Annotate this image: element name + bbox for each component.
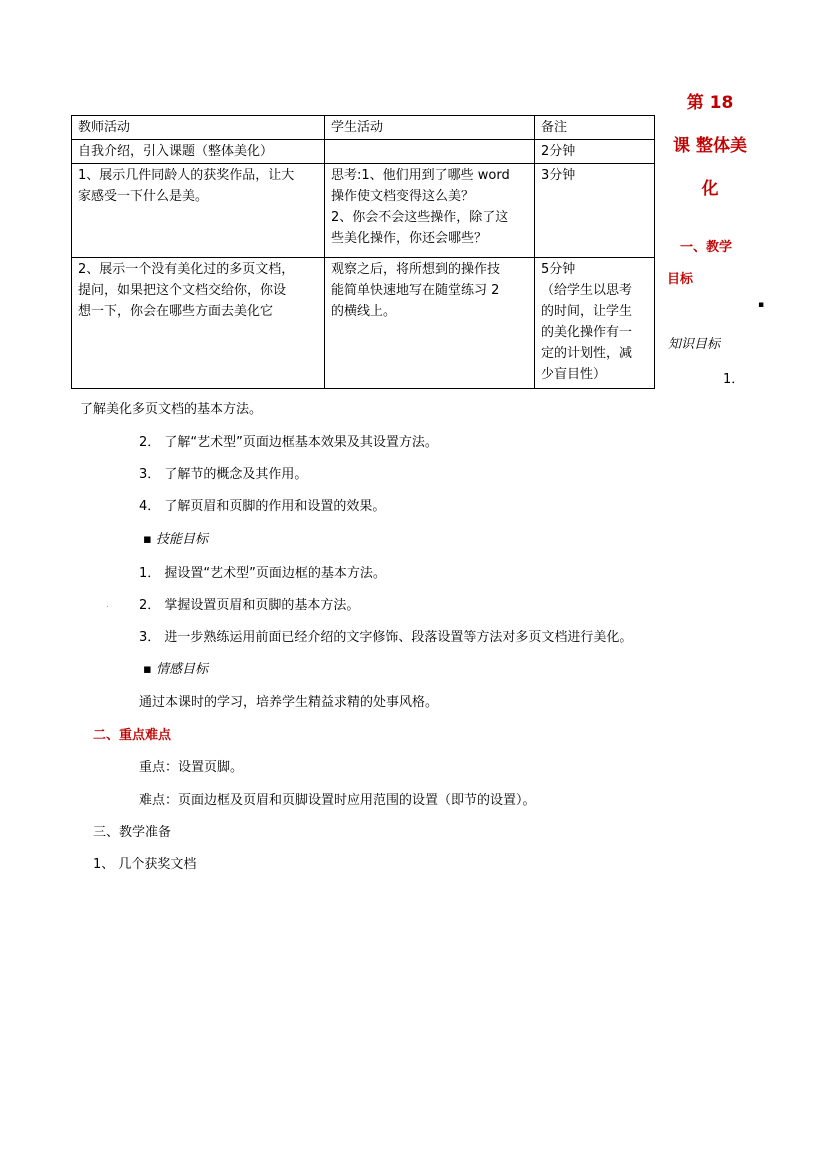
header-note: 备注	[535, 116, 655, 140]
note-cell: 5分钟 （给学生以思考 的时间，让学生 的美化操作有一 定的计划性，减 少盲目性）	[535, 258, 655, 389]
student-cell	[325, 140, 535, 164]
key-point: 重点：设置页脚。	[139, 760, 244, 775]
section1-heading-line2: 目标	[667, 272, 694, 287]
student-cell: 思考:1、他们用到了哪些 word 操作使文档变得这么美？ 2、你会不会这些操作，除了这 些美化操作，你还会哪些？	[325, 164, 535, 258]
marker-dot-icon: .	[106, 600, 109, 610]
header-student: 学生活动	[325, 116, 535, 140]
lesson-title-line3: 化	[701, 179, 719, 199]
knowledge-item-4: 4． 了解页眉和页脚的作用和设置的效果。	[139, 499, 386, 514]
knowledge-item-3: 3． 了解节的概念及其作用。	[139, 467, 308, 482]
teacher-cell: 1、展示几件同龄人的获奖作品，让大 家感受一下什么是美。	[72, 164, 325, 258]
section3-heading: 三、教学准备	[93, 825, 172, 840]
table-header-row	[72, 116, 655, 140]
lesson-title-line2: 课 整体美	[673, 136, 747, 156]
lesson-activity-table	[71, 115, 655, 389]
table-row	[72, 140, 655, 164]
section2-heading: 二、重点难点	[93, 728, 172, 743]
knowledge-item-2: 2． 了解“艺术型”页面边框基本效果及其设置方法。	[139, 435, 438, 450]
emotion-goal-text: 通过本课时的学习，培养学生精益求精的处事风格。	[139, 695, 439, 710]
header-teacher: 教师活动	[72, 116, 325, 140]
bullet-icon: ▪	[758, 300, 765, 310]
section1-heading-line1: 一、教学	[680, 240, 733, 255]
skill-goal-label: ▪ 技能目标	[143, 532, 208, 547]
note-cell: 2分钟	[535, 140, 655, 164]
knowledge-item-1-text: 了解美化多页文档的基本方法。	[80, 402, 263, 417]
teacher-cell: 自我介绍，引入课题（整体美化）	[72, 140, 325, 164]
table-row	[72, 258, 655, 389]
knowledge-item-1-number: 1．	[723, 372, 745, 387]
skill-item-3: 3． 进一步熟练运用前面已经介绍的文字修饰、段落设置等方法对多页文档进行美化。	[139, 630, 633, 645]
note-cell: 3分钟	[535, 164, 655, 258]
difficult-point: 难点：页面边框及页眉和页脚设置时应用范围的设置（即节的设置）。	[139, 793, 536, 808]
knowledge-goal-label: 知识目标	[668, 337, 721, 352]
student-cell: 观察之后，将所想到的操作技 能简单快速地写在随堂练习 2 的横线上。	[325, 258, 535, 389]
skill-item-2: 2． 掌握设置页眉和页脚的基本方法。	[139, 598, 360, 613]
skill-item-1: 1． 握设置“艺术型”页面边框的基本方法。	[139, 566, 386, 581]
lesson-title-line1: 第 18	[686, 93, 734, 113]
table-row	[72, 164, 655, 258]
emotion-goal-label: ▪ 情感目标	[143, 662, 208, 677]
prep-item-1: 1、 几个获奖文档	[93, 857, 197, 872]
teacher-cell: 2、展示一个没有美化过的多页文档， 提问，如果把这个文档交给你，你设 想一下，你会在哪些方面去美化它	[72, 258, 325, 389]
